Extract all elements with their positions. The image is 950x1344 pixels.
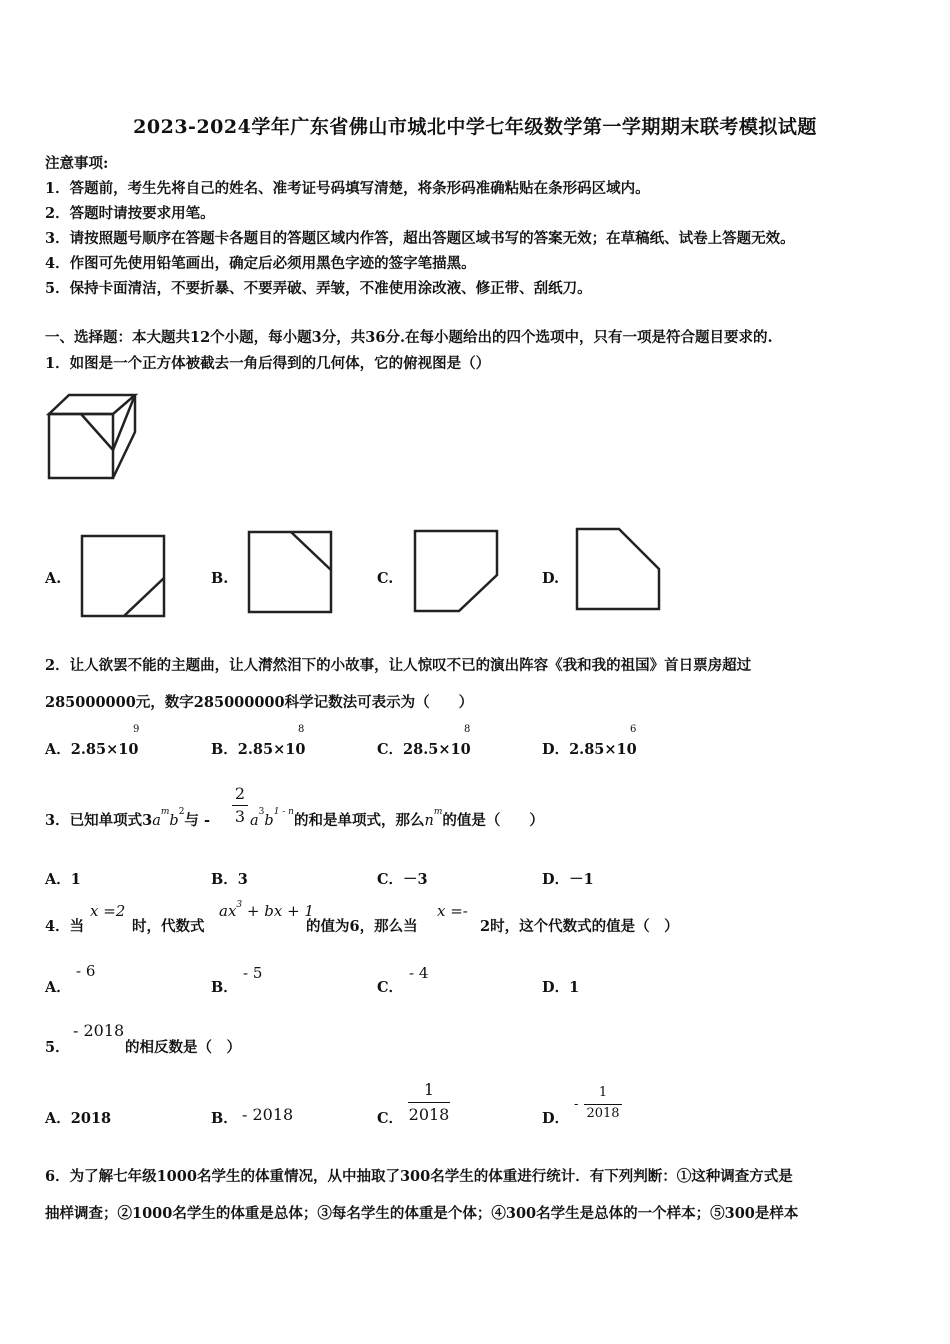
q4-expression: $ax^3$ + bx + 1 (219, 900, 314, 920)
question-3-text-rest: $a^3b^{1 - n}$的和是单项式，那么$n^m$的值是（ ） (250, 807, 544, 829)
option-d-label[interactable]: D. (542, 570, 560, 587)
q5-option-d-numerator: 1 (598, 1085, 608, 1100)
option-label: A． (45, 741, 71, 758)
question-3-text: 3．已知单项式$3a^mb^2$与 - (45, 807, 210, 829)
q5-text: 的相反数是（ ） (125, 1039, 241, 1056)
q4-part4: 2时，这个代数式的值是（ ） (480, 918, 679, 935)
q5-value: - 2018 (73, 1021, 125, 1040)
page-title: 2023-2024学年广东省佛山市城北中学七年级数学第一学期期末联考模拟试题 (133, 116, 817, 138)
question-6-line2: 抽样调查；②1000名学生的体重是总体；③每名学生的体重是个体；④300名学生是总体的一个样本；⑤300是样本 (45, 1205, 799, 1222)
option-c-label[interactable]: C. (377, 570, 394, 587)
q5-option-d-label[interactable]: D． (542, 1110, 570, 1127)
q5-option-c-label[interactable]: C． (377, 1110, 404, 1127)
note-item: 2．答题时请按要求用笔。 (45, 205, 215, 222)
option-c-figure[interactable] (411, 527, 501, 615)
q4-part3: 的值为6，那么当 (306, 918, 418, 935)
q4-option-c-value: - 4 (409, 964, 429, 982)
option-value: 2.85×10 (70, 741, 139, 758)
q2-option-c[interactable] (377, 738, 471, 759)
q2-b-exponent: 8 (298, 724, 305, 735)
question-1-text: 1．如图是一个正方体被截去一角后得到的几何体，它的俯视图是（） (45, 355, 491, 372)
q5-option-d-bar (584, 1104, 622, 1105)
cube-figure (45, 392, 140, 484)
q3-option-d[interactable]: D．－1 (542, 871, 594, 888)
q4-condition1: x =2 (90, 902, 126, 920)
q2-c-exponent: 8 (464, 724, 471, 735)
q2-option-d[interactable] (542, 738, 637, 759)
q3-frac-denominator: 3 (234, 807, 246, 826)
q4-option-d[interactable]: D．1 (542, 979, 580, 996)
option-value: 2.85×10 (569, 741, 637, 758)
note-item: 4．作图可先使用铅笔画出，确定后必须用黑色字迹的签字笔描黑。 (45, 255, 476, 272)
note-item: 1．答题前，考生先将自己的姓名、准考证号码填写清楚，将条形码准确粘贴在条形码区域内。 (45, 180, 650, 197)
q4-condition2: x =- (437, 902, 468, 920)
q2-option-b[interactable] (211, 738, 305, 759)
option-b-label[interactable]: B. (211, 570, 229, 587)
note-item: 5．保持卡面清洁，不要折暴、不要弄破、弄皱，不准使用涂改液、修正带、刮纸刀。 (45, 280, 592, 297)
option-label: C． (377, 741, 404, 758)
q3-option-a[interactable]: A．1 (45, 871, 81, 888)
q5-option-b-label[interactable]: B． (211, 1110, 238, 1127)
q4-option-b-value: - 5 (243, 964, 263, 982)
q3-option-c[interactable]: C．－3 (377, 871, 428, 888)
option-b-figure[interactable] (245, 528, 335, 616)
notes-heading: 注意事项: (45, 155, 109, 172)
q5-option-d-denominator: 2018 (586, 1106, 620, 1121)
option-label: B． (211, 741, 238, 758)
q5-option-c-denominator: 2018 (408, 1105, 450, 1124)
q4-option-b-label[interactable]: B． (211, 979, 238, 996)
q4-option-a-value: - 6 (76, 962, 96, 980)
question-6-line1: 6．为了解七年级1000名学生的体重情况，从中抽取了300名学生的体重进行统计．有下列判断：①这种调查方式是 (45, 1168, 793, 1185)
q5-option-d-sign: - (574, 1097, 579, 1112)
q5-number: 5． (45, 1039, 70, 1056)
q5-option-c-numerator: 1 (423, 1080, 435, 1099)
option-value: 28.5×10 (403, 741, 471, 758)
option-d-figure[interactable] (573, 525, 665, 615)
q4-option-c-label[interactable]: C． (377, 979, 404, 996)
q2-d-exponent: 6 (630, 724, 637, 735)
option-a-figure[interactable] (78, 532, 168, 620)
q2-a-exponent: 9 (133, 724, 140, 735)
option-value: 2.85×10 (237, 741, 306, 758)
section-heading: 一、选择题：本大题共12个小题，每小题3分，共36分.在每小题给出的四个选项中，只有一项是符合题目要求的. (45, 329, 773, 346)
q5-option-a[interactable]: A．2018 (45, 1110, 112, 1127)
q3-option-b[interactable]: B．3 (211, 871, 248, 888)
q3-frac-bar (232, 805, 248, 806)
question-2-line1: 2．让人欲罢不能的主题曲，让人潸然泪下的小故事，让人惊叹不已的演出阵容《我和我的祖国》首日票房超过 (45, 657, 752, 674)
q4-option-a-label[interactable]: A． (45, 979, 71, 996)
q5-option-b-value: - 2018 (242, 1105, 294, 1124)
note-item: 3．请按照题号顺序在答题卡各题目的答题区域内作答，超出答题区域书写的答案无效；在草稿纸、试卷上答题无效。 (45, 230, 795, 247)
option-a-label[interactable]: A. (45, 570, 62, 587)
option-label: D． (542, 741, 570, 758)
q4-part1: 4．当 (45, 918, 85, 935)
question-2-line2: 285000000元，数字285000000科学记数法可表示为（ ） (45, 694, 474, 711)
q2-option-a[interactable] (45, 738, 138, 759)
q4-part2: 时，代数式 (132, 918, 205, 935)
q3-frac-numerator: 2 (234, 784, 246, 803)
q5-option-c-bar (408, 1102, 450, 1103)
